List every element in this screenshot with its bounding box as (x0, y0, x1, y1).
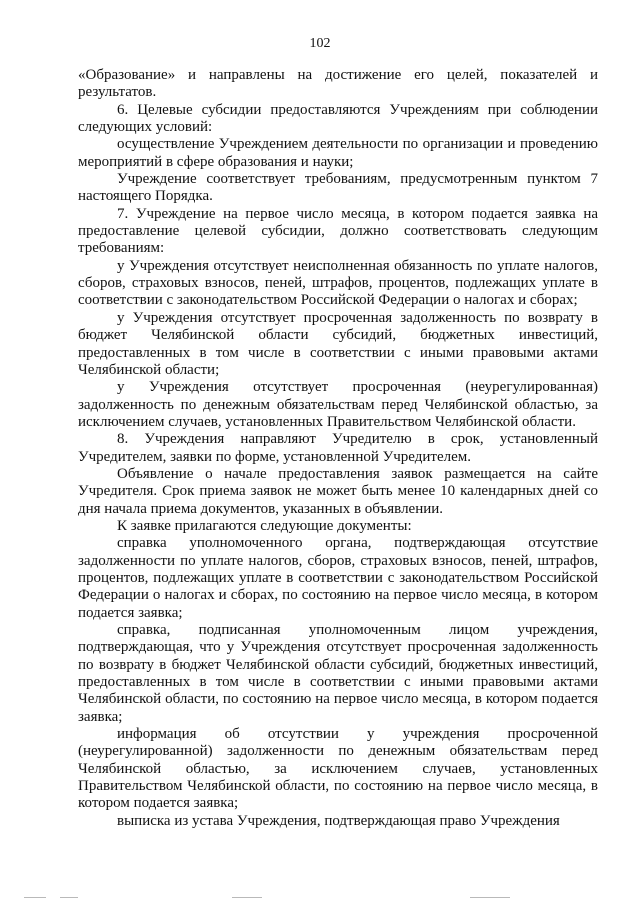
paragraph: у Учреждения отсутствует просроченная (неурегулированная) задолженность по денежным обязательствам перед Челябинской областью, за исключением случаев, установленных Правительством Челябинской области. (78, 379, 598, 430)
scan-edge-marks (0, 893, 640, 905)
paragraph: К заявке прилагаются следующие документы: (117, 517, 412, 534)
document-body (78, 67, 598, 830)
paragraph: 6. Целевые субсидии предоставляются Учреждениям при соблюдении следующих условий: (78, 101, 598, 136)
paragraph: «Образование» и направлены на достижение его целей, показателей и результатов. (78, 67, 598, 101)
paragraph: осуществление Учреждением деятельности по организации и проведению мероприятий в сфере образования и науки; (78, 136, 598, 170)
paragraph: 7. Учреждение на первое число месяца, в котором подается заявка на предоставление целевой субсидии, должно соответствовать следующим требованиям: (78, 205, 598, 257)
paragraph: Учреждение соответствует требованиям, предусмотренным пунктом 7 настоящего Порядка. (78, 171, 598, 205)
paragraph: информация об отсутствии у учреждения просроченной (неурегулированной) задолженности по денежным обязательствам перед Челябинской областью, за исключением случаев, установленных Правительством Челябинской области, по состоянию на первое число месяца, в котором подается заявка; (78, 726, 598, 812)
paragraph: 8. Учреждения направляют Учредителю в срок, установленный Учредителем, заявки по форме, установленной Учредителем. (78, 431, 598, 465)
scan-mark (232, 897, 262, 898)
scan-mark (24, 897, 46, 898)
paragraph: справка уполномоченного органа, подтверждающая отсутствие задолженности по уплате налогов, сборов, страховых взносов, пеней, штрафов, процентов, подлежащих уплате в соответствии с законодательством Российской Федерации о налогах и сборах, по состоянию на первое число месяца, в котором подается заявка; (78, 535, 598, 621)
paragraph: у Учреждения отсутствует неисполненная обязанность по уплате налогов, сборов, страховых взносов, пеней, штрафов, процентов, подлежащих уплате в соответствии с законодательством Российской Федерации о налогах и сборах; (78, 257, 598, 309)
paragraph: Объявление о начале предоставления заявок размещается на сайте Учредителя. Срок приема заявок не может быть менее 10 календарных дней со дня начала приема документов, указанных в объявлении. (78, 465, 598, 517)
page-number: 102 (309, 36, 331, 51)
scan-mark (470, 897, 510, 898)
scan-mark (60, 897, 78, 898)
paragraph: у Учреждения отсутствует просроченная задолженность по возврату в бюджет Челябинской области субсидий, бюджетных инвестиций, предоставленных в том числе в соответствии с иными правовыми актами Челябинской области; (78, 309, 598, 378)
paragraph: справка, подписанная уполномоченным лицом учреждения, подтверждающая, что у Учреждения отсутствует просроченная задолженность по возврату в бюджет Челябинской области субсидий, бюджетных инвестиций, предоставленных в том числе в соответствии с иными правовыми актами Челябинской области, по состоянию на первое число месяца, в котором подается заявка; (78, 622, 598, 725)
paragraph: выписка из устава Учреждения, подтверждающая право Учреждения (117, 812, 560, 829)
